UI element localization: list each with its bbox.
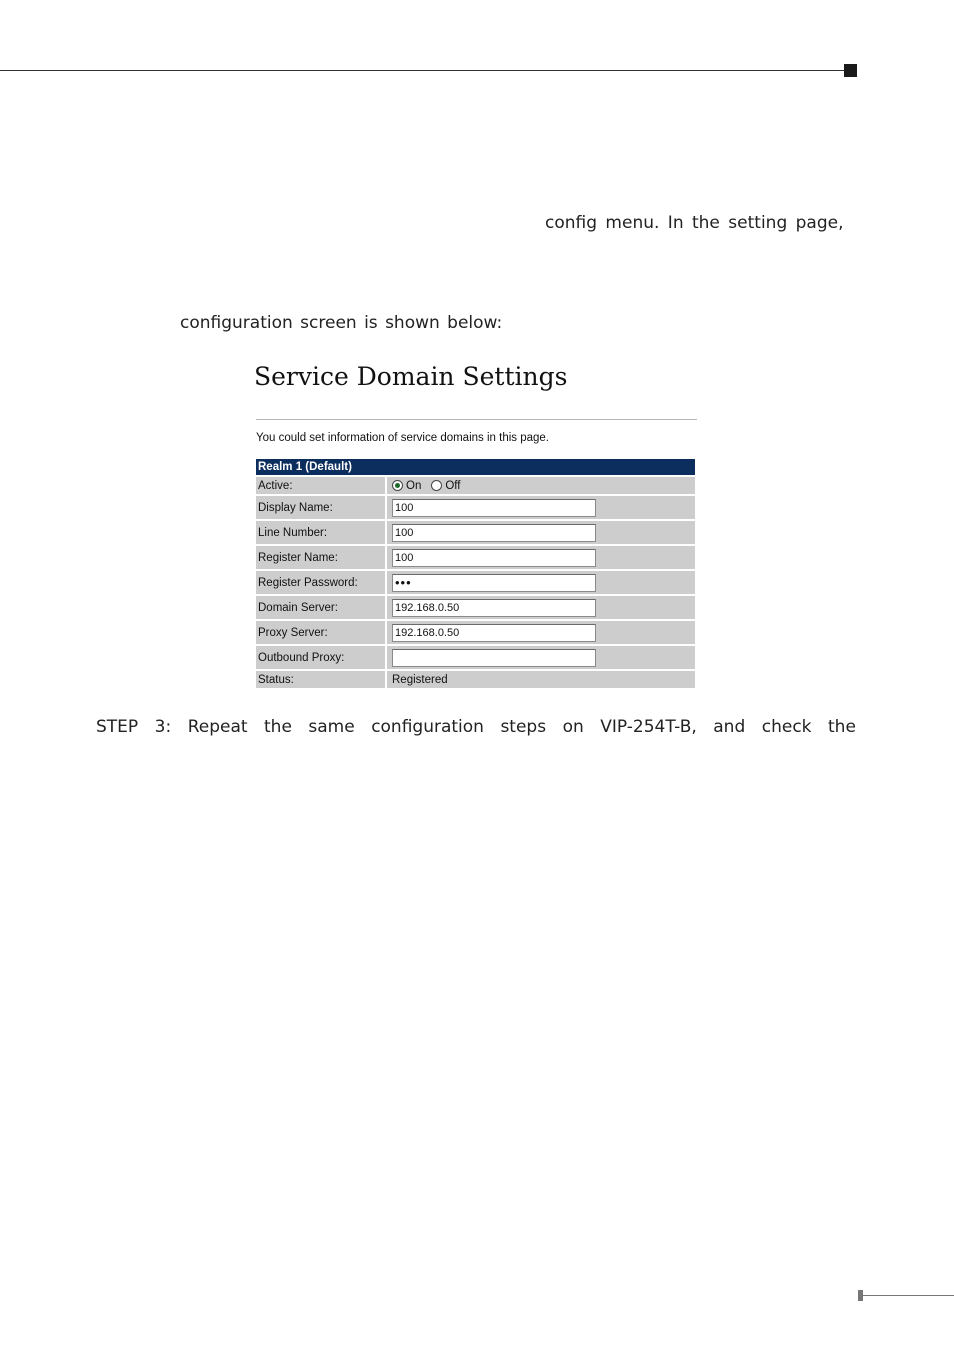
domain-server-cell bbox=[387, 596, 695, 619]
paragraph-line-3 bbox=[96, 717, 856, 737]
active-on-label: On bbox=[406, 479, 422, 492]
word: Repeat bbox=[187, 717, 248, 737]
register-name-input[interactable]: 100 bbox=[392, 549, 596, 567]
radio-selected-dot bbox=[395, 483, 400, 488]
proxy-server-label: Proxy Server: bbox=[256, 621, 385, 644]
display-name-row bbox=[256, 496, 695, 519]
outbound-proxy-input[interactable] bbox=[392, 649, 596, 667]
active-off-radio[interactable] bbox=[431, 480, 442, 491]
word: the bbox=[828, 717, 856, 737]
page-description: You could set information of service domains in this page. bbox=[256, 432, 549, 444]
word: VIP-254T-B, bbox=[600, 717, 697, 737]
top-rule bbox=[0, 70, 846, 71]
proxy-server-cell bbox=[387, 621, 695, 644]
active-on-radio[interactable] bbox=[392, 480, 403, 491]
display-name-label: Display Name: bbox=[256, 496, 385, 519]
line-number-label: Line Number: bbox=[256, 521, 385, 544]
active-off-option[interactable] bbox=[431, 480, 460, 492]
domain-server-label: Domain Server: bbox=[256, 596, 385, 619]
word: STEP bbox=[96, 717, 139, 737]
register-name-row bbox=[256, 546, 695, 569]
register-password-row bbox=[256, 571, 695, 594]
register-password-label: Register Password: bbox=[256, 571, 385, 594]
line-number-cell bbox=[387, 521, 695, 544]
register-name-cell bbox=[387, 546, 695, 569]
word: and bbox=[713, 717, 746, 737]
page-title: Service Domain Settings bbox=[254, 362, 568, 391]
realm-header: Realm 1 (Default) bbox=[256, 459, 695, 475]
word: the bbox=[264, 717, 292, 737]
display-name-input[interactable]: 100 bbox=[392, 499, 596, 517]
outbound-proxy-row bbox=[256, 646, 695, 669]
register-password-input[interactable]: ••• bbox=[392, 574, 596, 592]
domain-server-input[interactable]: 192.168.0.50 bbox=[392, 599, 596, 617]
paragraph-line-1: config menu. In the setting page, bbox=[545, 213, 844, 233]
line-number-row bbox=[256, 521, 695, 544]
register-password-cell bbox=[387, 571, 695, 594]
service-domain-form bbox=[256, 459, 695, 688]
domain-server-row bbox=[256, 596, 695, 619]
active-on-option[interactable] bbox=[392, 480, 421, 492]
word: steps bbox=[500, 717, 547, 737]
word: configuration bbox=[371, 717, 484, 737]
paragraph-line-2: configuration screen is shown below: bbox=[180, 313, 503, 333]
outbound-proxy-label: Outbound Proxy: bbox=[256, 646, 385, 669]
top-square-marker bbox=[844, 64, 857, 77]
line-number-input[interactable]: 100 bbox=[392, 524, 596, 542]
word: 3: bbox=[154, 717, 172, 737]
active-options bbox=[387, 477, 695, 494]
bottom-rule bbox=[862, 1295, 954, 1296]
display-name-cell bbox=[387, 496, 695, 519]
outbound-proxy-cell bbox=[387, 646, 695, 669]
title-divider bbox=[256, 419, 697, 420]
status-row bbox=[256, 671, 695, 688]
register-name-label: Register Name: bbox=[256, 546, 385, 569]
word: on bbox=[562, 717, 584, 737]
word: check bbox=[761, 717, 812, 737]
active-off-label: Off bbox=[445, 479, 461, 492]
status-value: Registered bbox=[387, 671, 695, 688]
active-label: Active: bbox=[256, 477, 385, 494]
proxy-server-row bbox=[256, 621, 695, 644]
proxy-server-input[interactable]: 192.168.0.50 bbox=[392, 624, 596, 642]
active-row bbox=[256, 477, 695, 494]
bottom-tick-marker bbox=[858, 1290, 863, 1301]
word: same bbox=[308, 717, 355, 737]
status-label: Status: bbox=[256, 671, 385, 688]
